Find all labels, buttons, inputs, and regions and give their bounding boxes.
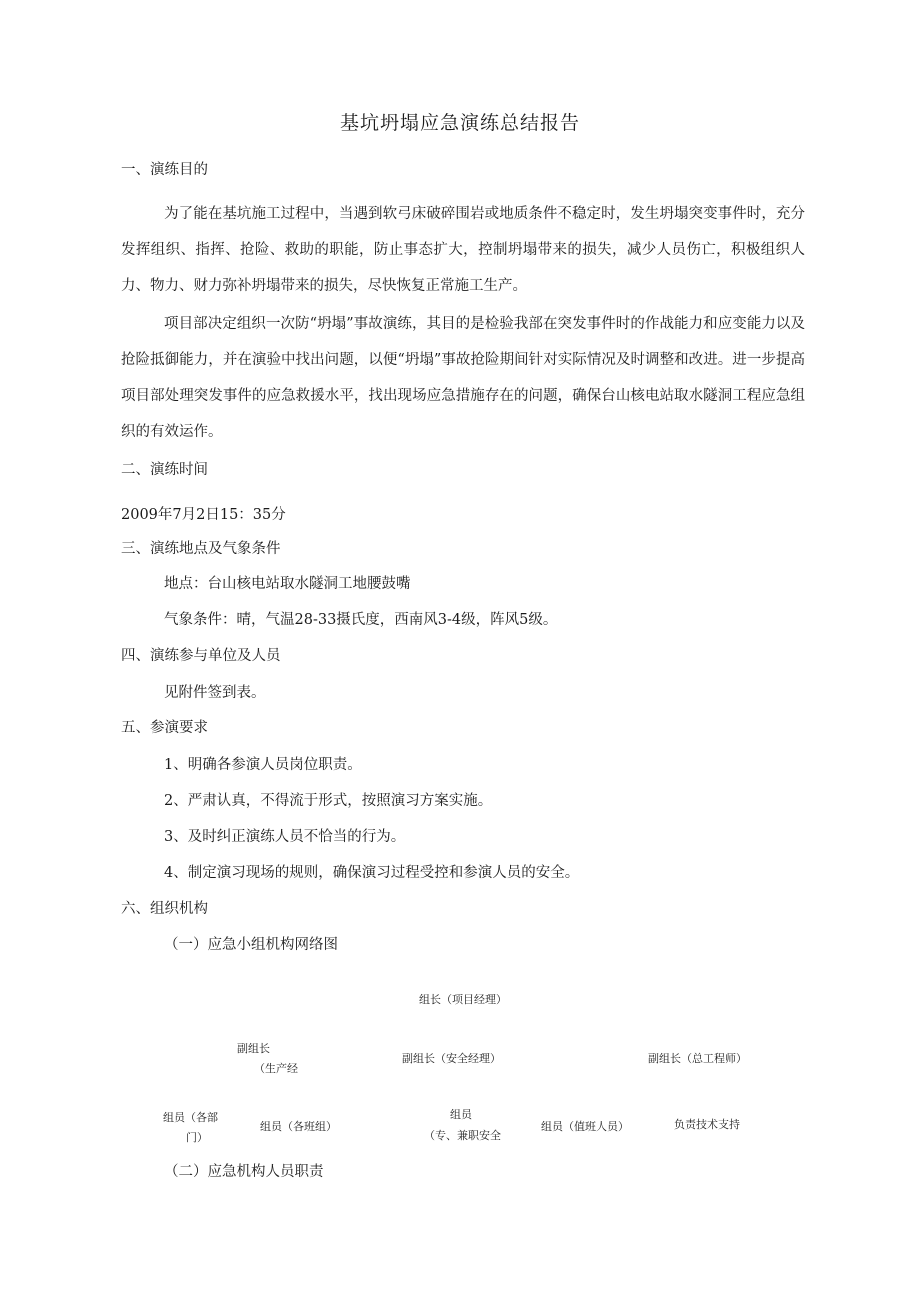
drill-time-value: 2009年7月2日15：35分 <box>121 507 286 523</box>
section-heading-purpose: 一、演练目的 <box>121 162 208 178</box>
org-node-member-safety-line2: （专、兼职安全 <box>424 1129 501 1142</box>
org-node-member-safety-line1: 组员 <box>450 1108 472 1121</box>
section-heading-location: 三、演练地点及气象条件 <box>121 541 281 557</box>
purpose-paragraph-2-text: 项目部决定组织一次防“坍塌”事故演练，其目的是检验我部在突发事件时的作战能力和应变能力以及抢险抵御能力，并在演验中找出问题，以便“坍塌”事故抢险期间针对实际情况及时调整和改进。进一步提高项目部处理突发事件的应急救援水平，找出现场应急措施存在的问题，确保台山核电站取水隧洞工程应急组织的有效运作。 <box>121 316 805 440</box>
section-heading-time: 二、演练时间 <box>121 462 208 478</box>
org-node-member-dept-line1: 组员（各部 <box>163 1111 218 1124</box>
weather-conditions: 气象条件：晴，气温28-33摄氏度，西南风3-4级，阵风5级。 <box>164 612 558 628</box>
org-node-deputy-safety: 副组长（安全经理） <box>402 1052 501 1065</box>
section-heading-requirements: 五、参演要求 <box>121 720 208 736</box>
org-node-leader: 组长（项目经理） <box>419 993 507 1006</box>
org-node-member-dept-line2: 门） <box>186 1131 208 1144</box>
purpose-paragraph-1-text: 为了能在基坑施工过程中，当遇到软弓床破碎围岩或地质条件不稳定时，发生坍塌突变事件时，充分发挥组织、指挥、抢险、救助的职能，防止事态扩大，控制坍塌带来的损失，减少人员伤亡，积极组织人力、物力、财力弥补坍塌带来的损失，尽快恢复正常施工生产。 <box>121 206 805 294</box>
org-chart-subheading: （一）应急小组机构网络图 <box>164 937 338 953</box>
org-duties-subheading: （二）应急机构人员职责 <box>164 1164 324 1180</box>
org-node-member-duty: 组员（值班人员） <box>541 1120 629 1133</box>
org-node-deputy-production-line2: （生产经 <box>254 1062 298 1075</box>
drill-location: 地点：台山核电站取水隧洞工地腰鼓嘴 <box>164 576 411 592</box>
org-node-member-team: 组员（各班组） <box>260 1120 337 1133</box>
participants-text: 见附件签到表。 <box>164 685 266 701</box>
purpose-paragraph-2 <box>121 306 805 450</box>
org-node-tech-support: 负责技术支持 <box>674 1118 740 1131</box>
section-heading-organization: 六、组织机构 <box>121 901 208 917</box>
section-heading-participants: 四、演练参与单位及人员 <box>121 648 281 664</box>
org-node-deputy-production-line1: 副组长 <box>237 1042 270 1055</box>
document-title: 基坑坍塌应急演练总结报告 <box>339 112 580 134</box>
requirement-item: 1、明确各参演人员岗位职责。 <box>164 757 362 773</box>
requirement-item: 3、及时纠正演练人员不恰当的行为。 <box>164 829 406 845</box>
purpose-paragraph-1 <box>121 196 805 304</box>
org-node-deputy-engineer: 副组长（总工程师） <box>648 1052 747 1065</box>
requirement-item: 2、严肃认真，不得流于形式，按照演习方案实施。 <box>164 793 493 809</box>
requirement-item: 4、制定演习现场的规则，确保演习过程受控和参演人员的安全。 <box>164 865 580 881</box>
